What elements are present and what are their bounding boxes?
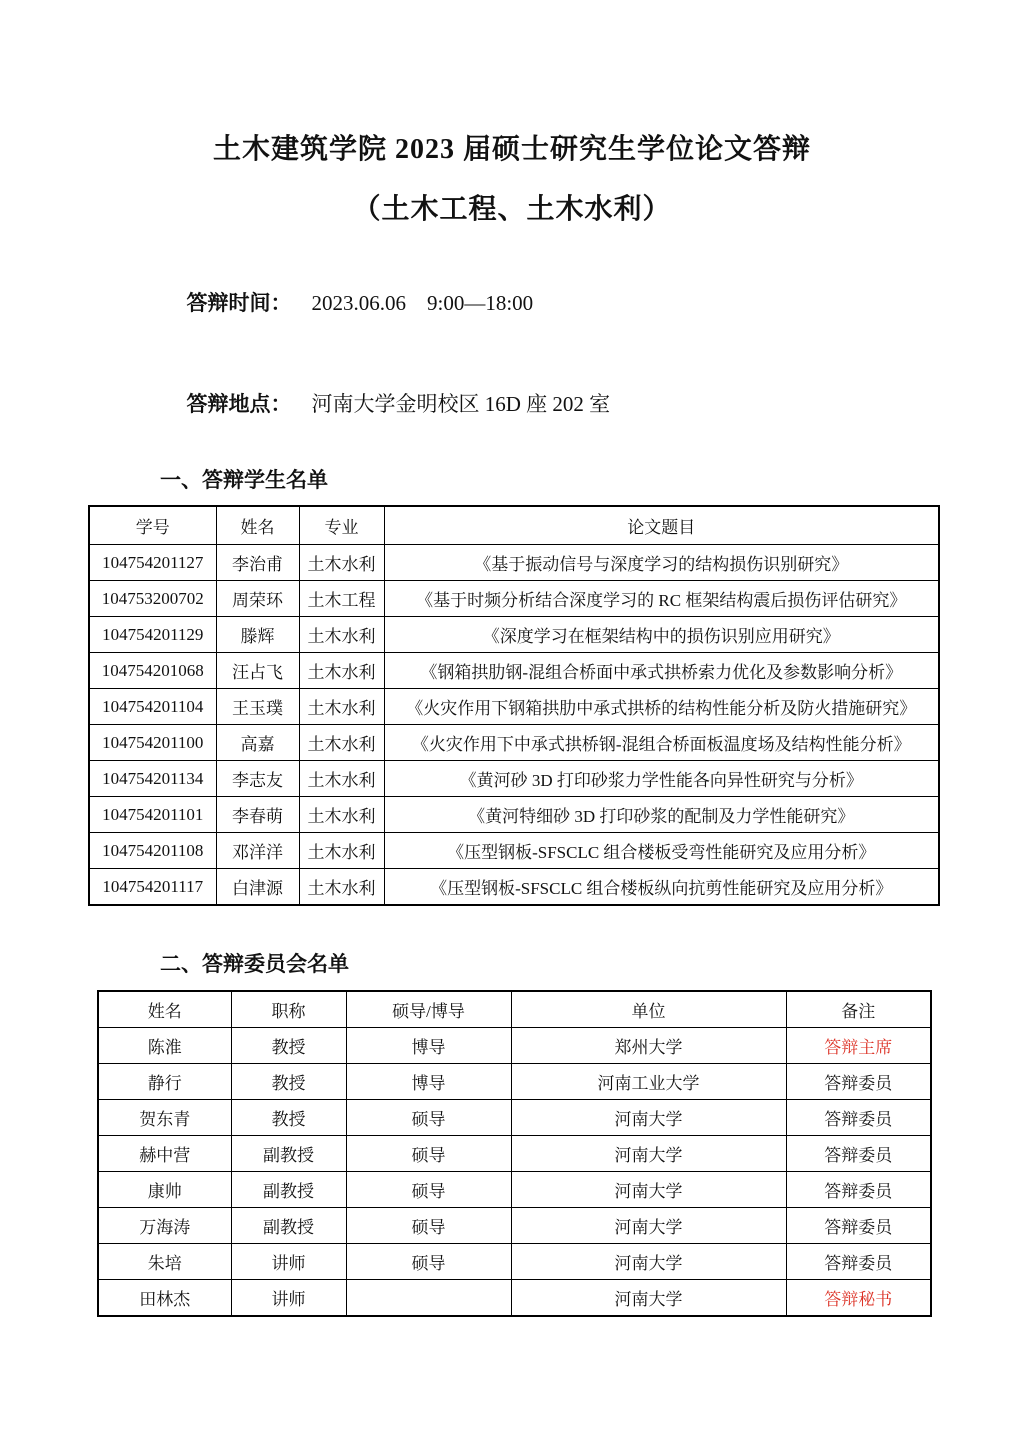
table-cell: 副教授 <box>231 1136 346 1172</box>
table-cell: 《基于时频分析结合深度学习的 RC 框架结构震后损伤评估研究》 <box>384 581 939 617</box>
table-row <box>89 761 939 797</box>
table-cell: 答辩委员 <box>786 1244 931 1280</box>
table-cell: 答辩委员 <box>786 1172 931 1208</box>
table-cell: 《压型钢板-SFSCLC 组合楼板纵向抗剪性能研究及应用分析》 <box>384 869 939 906</box>
table-cell: 陈淮 <box>98 1028 231 1064</box>
table-cell: 万海涛 <box>98 1208 231 1244</box>
table-cell: 李志友 <box>216 761 299 797</box>
table-cell: 博导 <box>346 1064 511 1100</box>
table-cell: 104754201108 <box>89 833 216 869</box>
table-row <box>89 725 939 761</box>
table-cell: 田林杰 <box>98 1280 231 1317</box>
table-row <box>98 1100 931 1136</box>
table-cell: 邓洋洋 <box>216 833 299 869</box>
students-section-heading: 一、答辩学生名单 <box>160 468 328 492</box>
column-header-name: 姓名 <box>98 991 231 1028</box>
table-cell: 副教授 <box>231 1172 346 1208</box>
table-cell: 104754201104 <box>89 689 216 725</box>
table-row <box>98 1064 931 1100</box>
table-cell: 104753200702 <box>89 581 216 617</box>
page-subtitle: （土木工程、土木水利） <box>352 194 672 225</box>
table-cell: 教授 <box>231 1064 346 1100</box>
table-cell: 硕导 <box>346 1244 511 1280</box>
table-cell: 副教授 <box>231 1208 346 1244</box>
column-header-title: 职称 <box>231 991 346 1028</box>
table-row <box>89 869 939 906</box>
table-cell: 周荣环 <box>216 581 299 617</box>
table-cell: 河南工业大学 <box>511 1064 786 1100</box>
table-row <box>89 833 939 869</box>
table-cell: 硕导 <box>346 1136 511 1172</box>
committee-table <box>97 990 932 1317</box>
column-header-remark: 备注 <box>786 991 931 1028</box>
table-row <box>89 617 939 653</box>
defense-time-label: 答辩时间： <box>186 291 292 315</box>
table-row <box>89 581 939 617</box>
table-cell: 《压型钢板-SFSCLC 组合楼板受弯性能研究及应用分析》 <box>384 833 939 869</box>
students-table-body <box>89 545 939 906</box>
table-cell: 答辩委员 <box>786 1064 931 1100</box>
table-cell: 土木水利 <box>299 725 384 761</box>
table-cell: 104754201101 <box>89 797 216 833</box>
table-cell: 土木水利 <box>299 545 384 581</box>
table-cell: 滕辉 <box>216 617 299 653</box>
table-cell: 104754201100 <box>89 725 216 761</box>
table-header-row <box>89 506 939 545</box>
table-row <box>98 1244 931 1280</box>
defense-location-value: 河南大学金明校区 16D 座 202 室 <box>311 392 611 416</box>
table-cell: 朱培 <box>98 1244 231 1280</box>
table-cell: 教授 <box>231 1028 346 1064</box>
table-cell: 博导 <box>346 1028 511 1064</box>
defense-location-line <box>155 368 1024 440</box>
table-cell: 土木水利 <box>299 869 384 906</box>
table-row <box>98 1028 931 1064</box>
table-cell: 河南大学 <box>511 1244 786 1280</box>
students-table-header <box>89 506 939 545</box>
table-cell: 汪占飞 <box>216 653 299 689</box>
table-cell: 答辩主席 <box>786 1028 931 1064</box>
table-cell: 河南大学 <box>511 1136 786 1172</box>
column-header-advisor-type: 硕导/博导 <box>346 991 511 1028</box>
table-cell: 硕导 <box>346 1100 511 1136</box>
table-cell: 白津源 <box>216 869 299 906</box>
table-cell: 硕导 <box>346 1172 511 1208</box>
column-header-name: 姓名 <box>216 506 299 545</box>
column-header-student-id: 学号 <box>89 506 216 545</box>
table-cell: 答辩委员 <box>786 1136 931 1172</box>
table-cell: 赫中营 <box>98 1136 231 1172</box>
table-row <box>98 1172 931 1208</box>
table-cell: 答辩秘书 <box>786 1280 931 1317</box>
defense-time-value: 2023.06.06 9:00—18:00 <box>311 291 534 315</box>
table-cell: 康帅 <box>98 1172 231 1208</box>
table-cell: 土木水利 <box>299 761 384 797</box>
table-cell: 李春萌 <box>216 797 299 833</box>
table-cell: 104754201134 <box>89 761 216 797</box>
table-cell: 土木水利 <box>299 653 384 689</box>
table-cell: 讲师 <box>231 1244 346 1280</box>
defense-time-line <box>155 267 1024 339</box>
table-cell: 硕导 <box>346 1208 511 1244</box>
table-cell: 104754201127 <box>89 545 216 581</box>
table-cell: 《钢箱拱肋钢-混组合桥面中承式拱桥索力优化及参数影响分析》 <box>384 653 939 689</box>
table-cell: 王玉璞 <box>216 689 299 725</box>
committee-table-body <box>98 1028 931 1317</box>
table-cell: 静行 <box>98 1064 231 1100</box>
students-table <box>88 505 940 906</box>
defense-location-label: 答辩地点： <box>186 392 292 416</box>
table-cell: 《基于振动信号与深度学习的结构损伤识别研究》 <box>384 545 939 581</box>
table-cell: 李治甫 <box>216 545 299 581</box>
table-cell: 贺东青 <box>98 1100 231 1136</box>
table-cell: 104754201068 <box>89 653 216 689</box>
column-header-major: 专业 <box>299 506 384 545</box>
committee-section-heading: 二、答辩委员会名单 <box>160 952 349 976</box>
table-row <box>89 797 939 833</box>
table-row <box>98 1136 931 1172</box>
table-cell: 《黄河特细砂 3D 打印砂浆的配制及力学性能研究》 <box>384 797 939 833</box>
table-cell: 《火灾作用下钢箱拱肋中承式拱桥的结构性能分析及防火措施研究》 <box>384 689 939 725</box>
table-cell: 土木水利 <box>299 797 384 833</box>
table-cell: 答辩委员 <box>786 1208 931 1244</box>
column-header-affiliation: 单位 <box>511 991 786 1028</box>
table-row <box>98 1208 931 1244</box>
defense-info-block <box>155 267 1024 440</box>
table-cell: 《火灾作用下中承式拱桥钢-混组合桥面板温度场及结构性能分析》 <box>384 725 939 761</box>
table-cell: 河南大学 <box>511 1172 786 1208</box>
table-cell: 104754201129 <box>89 617 216 653</box>
committee-table-header <box>98 991 931 1028</box>
table-header-row <box>98 991 931 1028</box>
table-cell: 土木水利 <box>299 833 384 869</box>
table-row <box>89 545 939 581</box>
table-cell: 土木工程 <box>299 581 384 617</box>
table-row <box>89 653 939 689</box>
table-cell: 《深度学习在框架结构中的损伤识别应用研究》 <box>384 617 939 653</box>
table-row <box>98 1280 931 1317</box>
table-cell: 104754201117 <box>89 869 216 906</box>
table-cell: 土木水利 <box>299 689 384 725</box>
page-title: 土木建筑学院 2023 届硕士研究生学位论文答辩 <box>212 134 811 165</box>
table-row <box>89 689 939 725</box>
table-cell: 高嘉 <box>216 725 299 761</box>
table-cell: 土木水利 <box>299 617 384 653</box>
table-cell: 答辩委员 <box>786 1100 931 1136</box>
table-cell <box>346 1280 511 1317</box>
table-cell: 讲师 <box>231 1280 346 1317</box>
table-cell: 河南大学 <box>511 1280 786 1317</box>
table-cell: 河南大学 <box>511 1208 786 1244</box>
column-header-thesis-title: 论文题目 <box>384 506 939 545</box>
table-cell: 《黄河砂 3D 打印砂浆力学性能各向异性研究与分析》 <box>384 761 939 797</box>
table-cell: 郑州大学 <box>511 1028 786 1064</box>
table-cell: 河南大学 <box>511 1100 786 1136</box>
table-cell: 教授 <box>231 1100 346 1136</box>
